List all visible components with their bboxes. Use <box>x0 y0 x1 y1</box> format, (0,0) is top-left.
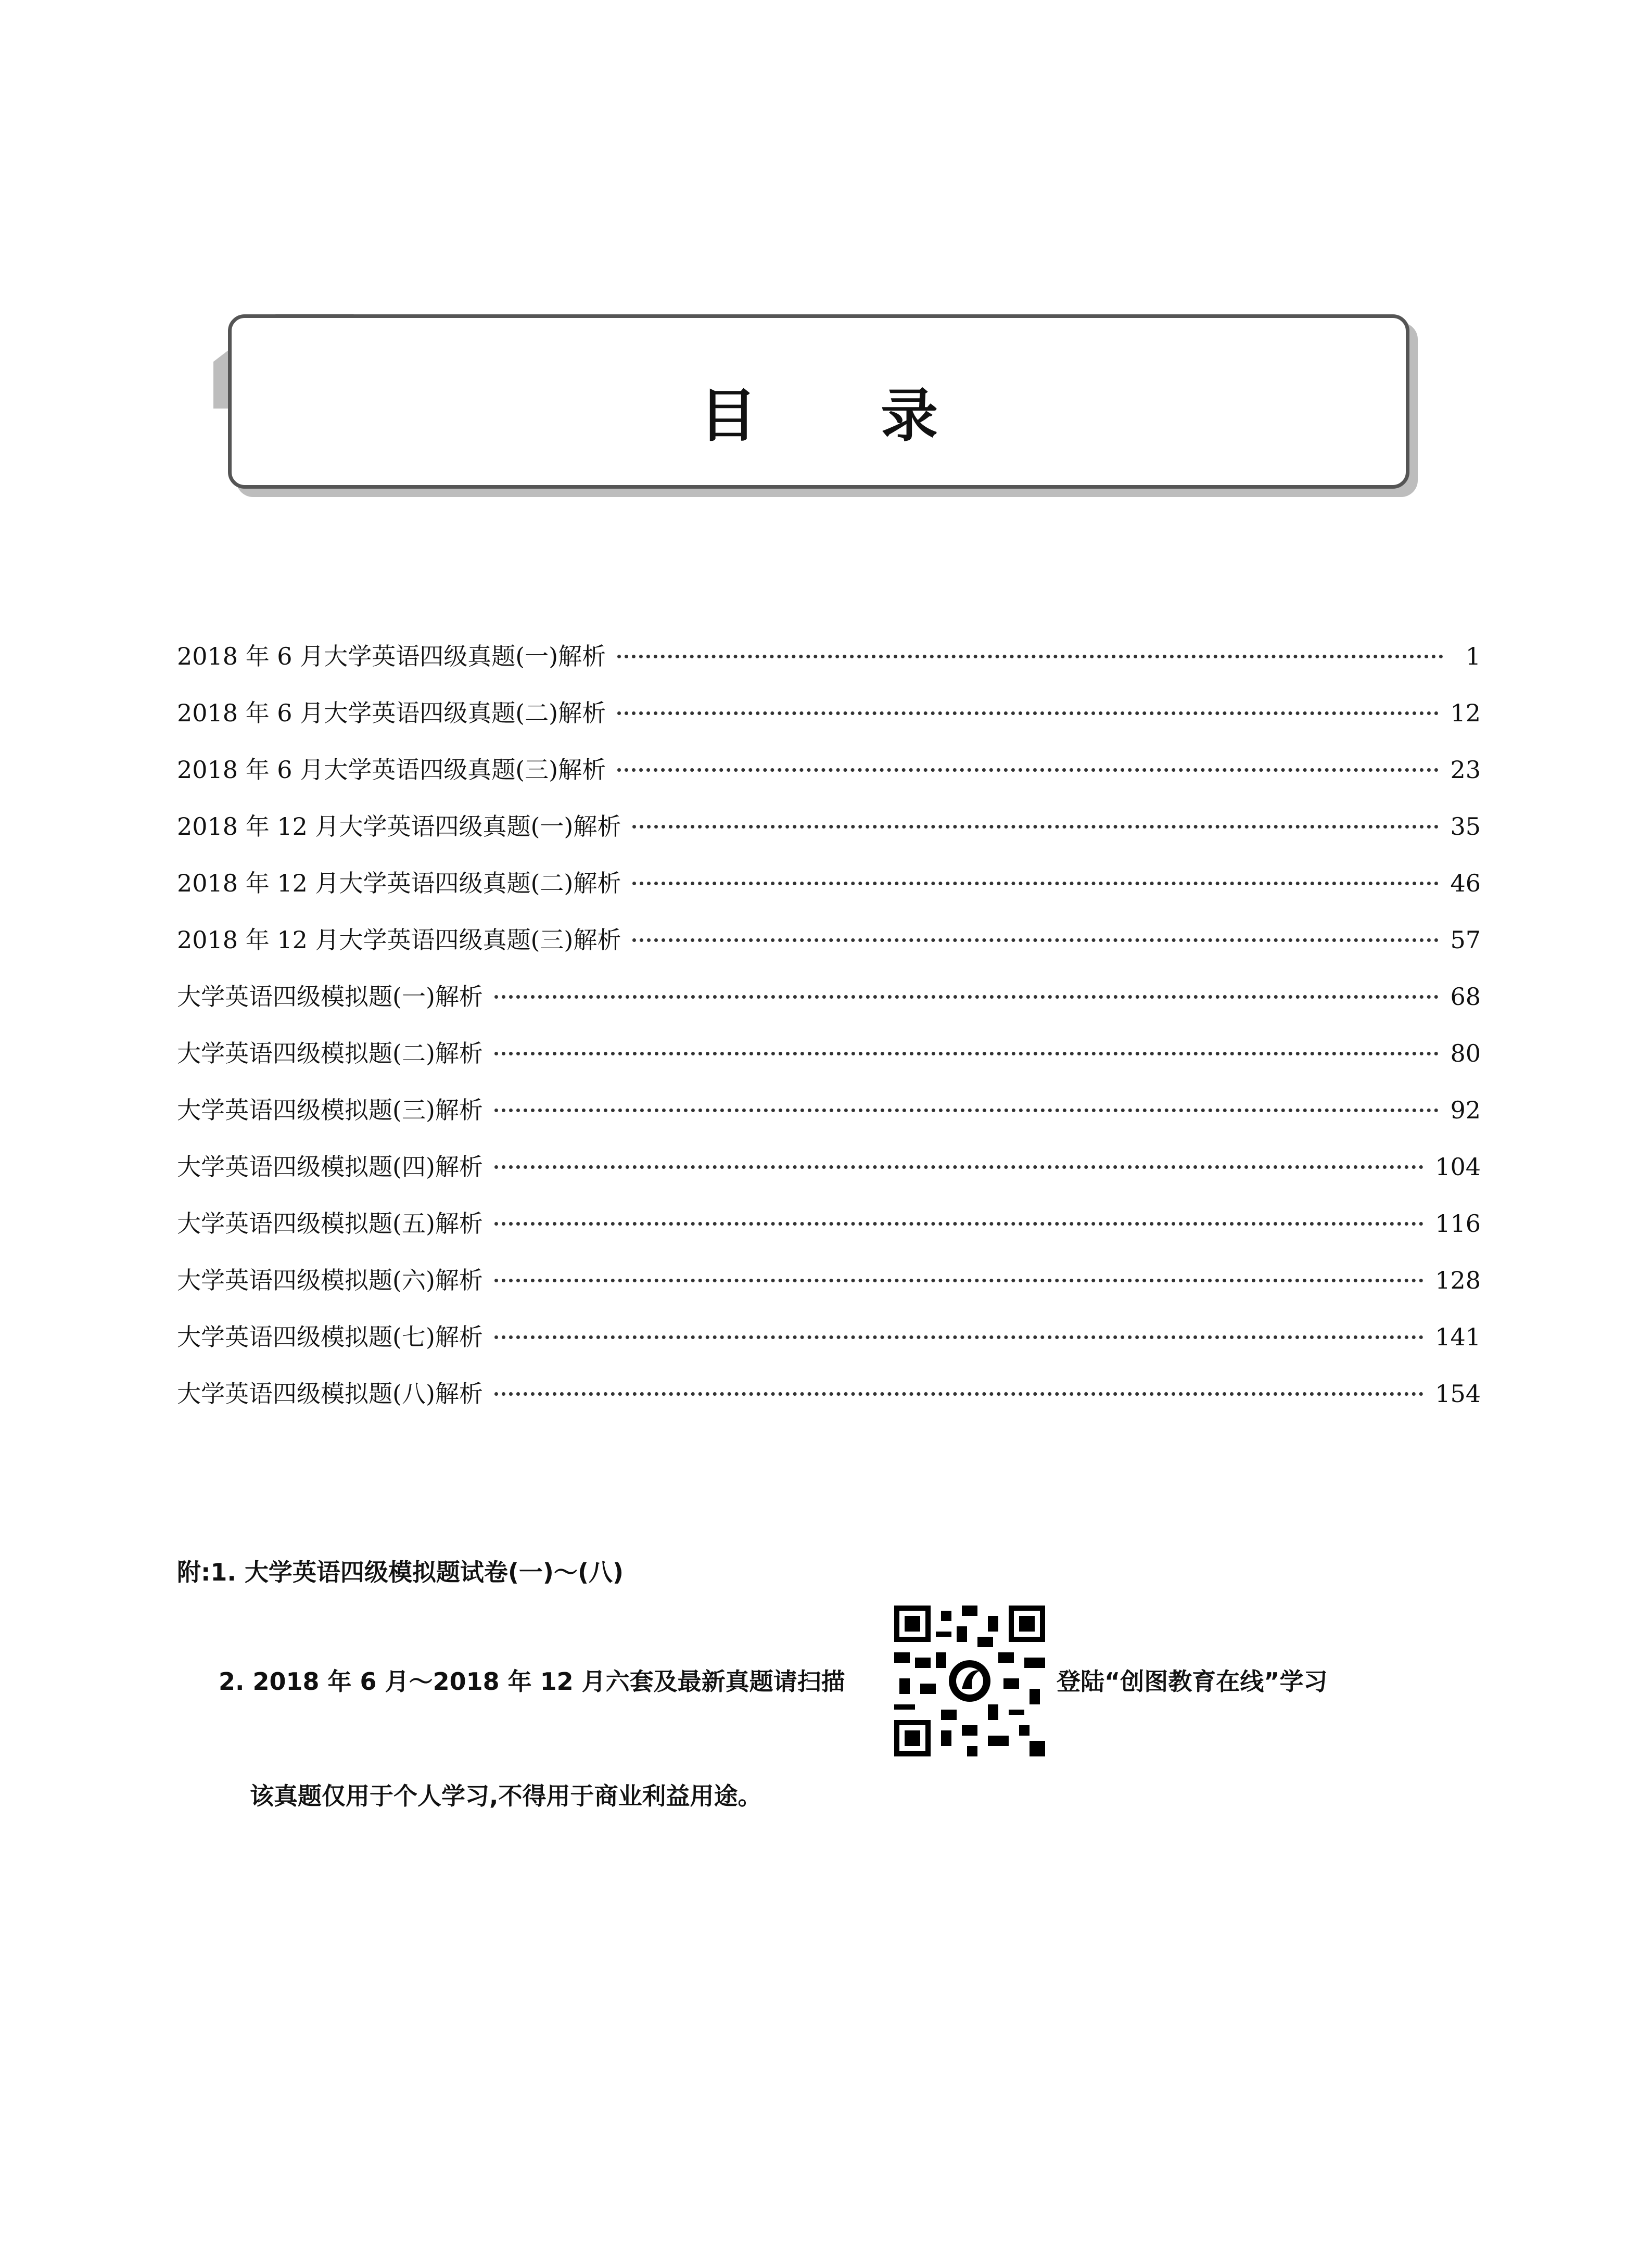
toc-entry-label: 2018 年 6 月大学英语四级真题(一)解析 <box>177 642 606 670</box>
qr-code-icon[interactable] <box>894 1606 1045 1756</box>
toc-entry-page: 154 <box>1435 1380 1481 1408</box>
toc-entry-label: 大学英语四级模拟题(五)解析 <box>177 1209 483 1238</box>
toc-leader-dots <box>494 1335 1424 1339</box>
toc-entry[interactable] <box>177 1035 1481 1091</box>
toc-leader-dots <box>494 1392 1424 1396</box>
toc-leader-dots <box>494 1279 1424 1282</box>
toc-entry-page: 46 <box>1450 869 1481 897</box>
page-title: 目 录 <box>699 382 990 449</box>
toc-entry-label: 大学英语四级模拟题(六)解析 <box>177 1266 483 1294</box>
toc-entry-page: 12 <box>1450 699 1481 727</box>
toc-entry-label: 2018 年 12 月大学英语四级真题(三)解析 <box>177 926 621 954</box>
toc-leader-dots <box>617 711 1439 715</box>
toc-entry[interactable] <box>177 638 1481 694</box>
toc-leader-dots <box>494 1165 1424 1169</box>
toc-entry-page: 104 <box>1435 1153 1481 1181</box>
appendix-item-2: 2. 2018 年 6 月～2018 年 12 月六套及最新真题请扫描 <box>219 1667 845 1696</box>
toc-entry-page: 116 <box>1435 1209 1481 1238</box>
appendix-item-2-suffix: 登陆“创图教育在线”学习 <box>1057 1667 1328 1696</box>
toc-entry-page: 141 <box>1435 1323 1481 1351</box>
toc-entry-label: 大学英语四级模拟题(二)解析 <box>177 1039 483 1067</box>
toc-entry-page: 68 <box>1450 983 1481 1011</box>
toc-entry[interactable] <box>177 694 1481 751</box>
toc-entry-label: 2018 年 12 月大学英语四级真题(二)解析 <box>177 869 621 897</box>
toc-entry[interactable] <box>177 1091 1481 1148</box>
toc-entry[interactable] <box>177 1318 1481 1375</box>
toc-entry-label: 2018 年 6 月大学英语四级真题(二)解析 <box>177 699 606 727</box>
toc-entry[interactable] <box>177 1148 1481 1205</box>
toc-entry-page: 92 <box>1450 1096 1481 1124</box>
toc-leader-dots <box>494 995 1439 999</box>
toc-leader-dots <box>632 882 1439 885</box>
toc-entry-label: 大学英语四级模拟题(一)解析 <box>177 983 483 1011</box>
toc-leader-dots <box>494 1222 1424 1226</box>
title-box <box>228 314 1409 489</box>
toc-entry-label: 大学英语四级模拟题(七)解析 <box>177 1323 483 1351</box>
toc-entry-page: 1 <box>1465 642 1481 670</box>
toc-leader-dots <box>632 938 1439 942</box>
toc-entry-page: 35 <box>1450 812 1481 840</box>
table-of-contents <box>177 638 1481 1432</box>
toc-leader-dots <box>617 768 1439 772</box>
toc-entry-page: 80 <box>1450 1039 1481 1067</box>
toc-entry-label: 大学英语四级模拟题(三)解析 <box>177 1096 483 1124</box>
toc-entry-page: 57 <box>1450 926 1481 954</box>
toc-entry-label: 2018 年 6 月大学英语四级真题(三)解析 <box>177 756 606 784</box>
toc-entry-page: 128 <box>1435 1266 1481 1294</box>
toc-leader-dots <box>494 1109 1439 1112</box>
toc-entry[interactable] <box>177 978 1481 1035</box>
toc-entry[interactable] <box>177 1205 1481 1262</box>
toc-entry[interactable] <box>177 751 1481 808</box>
toc-entry[interactable] <box>177 808 1481 864</box>
toc-entry-page: 23 <box>1450 756 1481 784</box>
toc-entry[interactable] <box>177 921 1481 978</box>
toc-entry[interactable] <box>177 1375 1481 1432</box>
usage-note: 该真题仅用于个人学习,不得用于商业利益用途。 <box>250 1782 762 1810</box>
toc-leader-dots <box>632 825 1439 829</box>
toc-leader-dots <box>617 655 1443 658</box>
appendix-item-1: 附:1. 大学英语四级模拟题试卷(一)～(八) <box>177 1558 624 1586</box>
toc-entry-label: 大学英语四级模拟题(八)解析 <box>177 1380 483 1408</box>
toc-entry-label: 大学英语四级模拟题(四)解析 <box>177 1153 483 1181</box>
toc-entry-label: 2018 年 12 月大学英语四级真题(一)解析 <box>177 812 621 840</box>
toc-entry[interactable] <box>177 1262 1481 1318</box>
toc-entry[interactable] <box>177 864 1481 921</box>
toc-leader-dots <box>494 1052 1439 1055</box>
